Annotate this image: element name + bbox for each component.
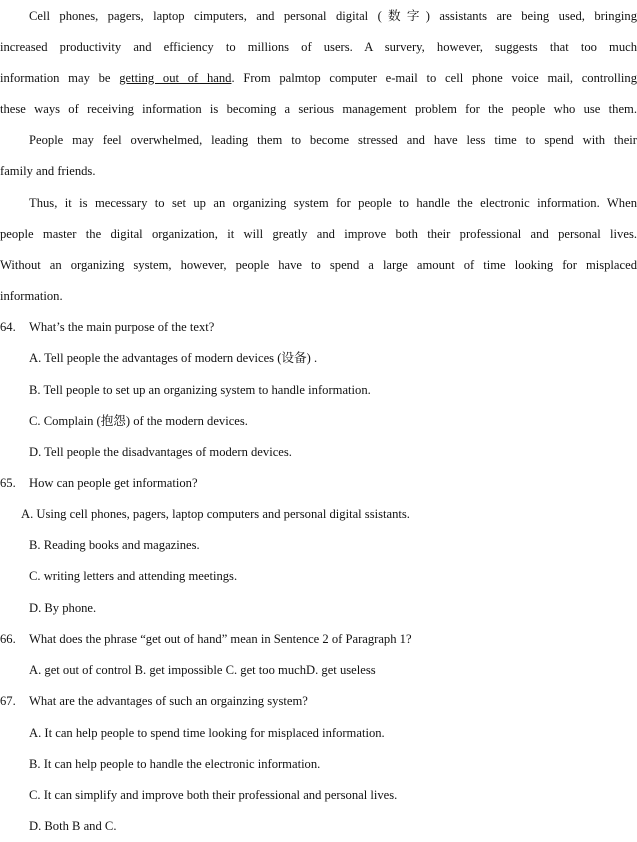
option-64-d: D. Tell people the disadvantages of modern devices.: [29, 445, 292, 459]
option-67-c: C. It can simplify and improve both their professional and personal lives.: [29, 788, 398, 802]
paragraph-2-line-2: family and friends.: [0, 164, 96, 178]
underlined-phrase: getting out of hand: [119, 71, 232, 85]
question-text: What are the advantages of such an orgainzing system?: [29, 694, 308, 708]
question-text: How can people get information?: [29, 476, 198, 490]
paragraph-1-line-1: Cell phones, pagers, laptop cimputers, and personal digital (数字) assistants are being used, bringing: [29, 9, 637, 23]
paragraph-3-line-2: people master the digital organization, it will greatly and improve both their professional and personal lives.: [0, 227, 637, 241]
option-65-a: A. Using cell phones, pagers, laptop computers and personal digital ssistants.: [21, 507, 410, 521]
paragraph-3-line-1: Thus, it is mecessary to set up an organizing system for people to handle the electronic information. When: [29, 196, 637, 210]
paragraph-2-line-1: People may feel overwhelmed, leading them to become stressed and have less time to spend with their: [29, 133, 637, 147]
paragraph-1-line-3: [0, 70, 637, 86]
option-65-b: B. Reading books and magazines.: [29, 538, 200, 552]
paragraph-3-line-3: Without an organizing system, however, people have to spend a large amount of time looking for misplaced: [0, 258, 637, 272]
question-number: 67.: [0, 694, 16, 708]
paragraph-3-line-4: information.: [0, 289, 63, 303]
question-text: What’s the main purpose of the text?: [29, 320, 215, 334]
question-number: 64.: [0, 320, 16, 334]
paragraph-1-line-4: these ways of receiving information is becoming a serious management problem for the people who use them.: [0, 102, 637, 116]
option-66-all: A. get out of control B. get impossible C. get too muchD. get useless: [29, 663, 376, 677]
text-segment: . From palmtop computer e-mail to cell phone voice mail, controlling: [231, 71, 637, 85]
question-66: [0, 631, 637, 647]
question-number: 65.: [0, 476, 16, 490]
question-65: [0, 475, 637, 491]
text-segment: information may be: [0, 71, 120, 85]
option-65-c: C. writing letters and attending meetings.: [29, 569, 238, 583]
question-number: 66.: [0, 632, 16, 646]
question-text: What does the phrase “get out of hand” mean in Sentence 2 of Paragraph 1?: [29, 632, 412, 646]
option-67-a: A. It can help people to spend time looking for misplaced information.: [29, 726, 385, 740]
option-67-b: B. It can help people to handle the electronic information.: [29, 757, 321, 771]
option-67-d: D. Both B and C.: [29, 819, 117, 833]
option-64-b: B. Tell people to set up an organizing system to handle information.: [29, 383, 371, 397]
paragraph-1-line-2: increased productivity and efficiency to millions of users. A survery, however, suggests that too much: [0, 40, 637, 54]
option-64-a: A. Tell people the advantages of modern devices (设备) .: [29, 351, 318, 365]
question-64: [0, 319, 637, 335]
question-67: [0, 693, 637, 709]
option-65-d: D. By phone.: [29, 601, 97, 615]
option-64-c: C. Complain (抱怨) of the modern devices.: [29, 414, 248, 428]
